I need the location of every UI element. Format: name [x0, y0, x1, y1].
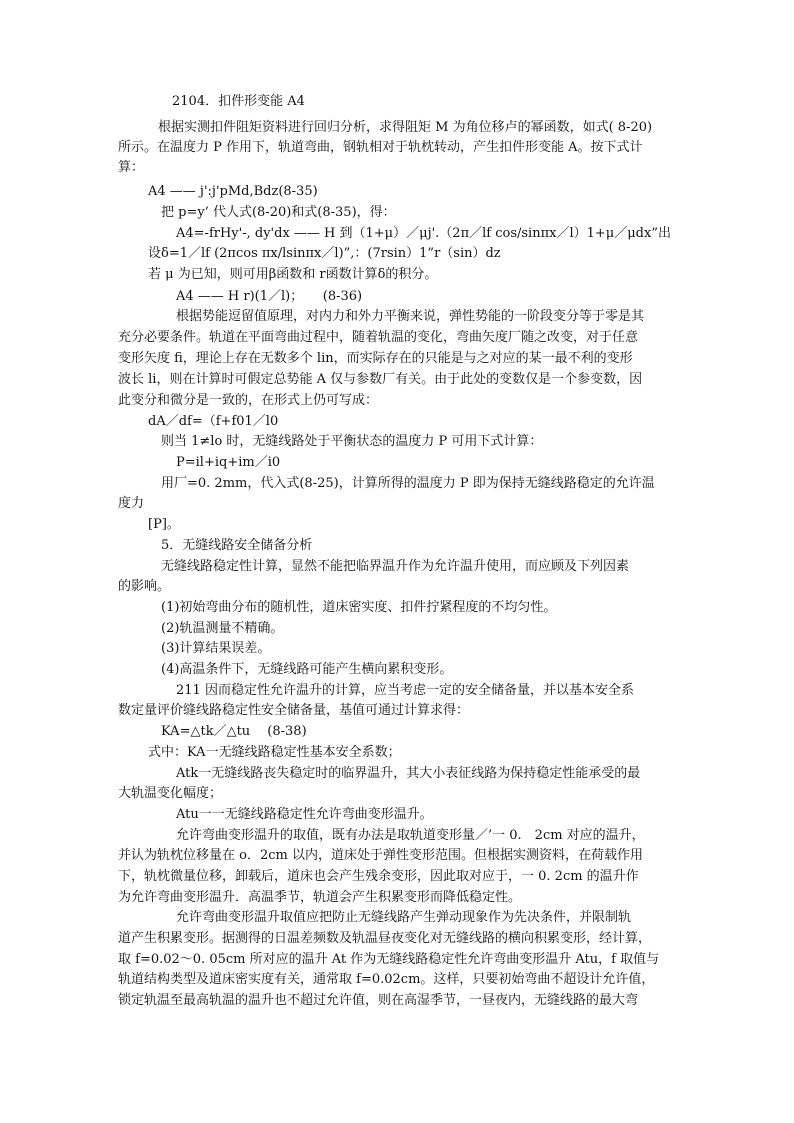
text-line: 的影响。	[118, 579, 171, 594]
formula-line: KA=△tk／△tu (8-38)	[161, 724, 307, 739]
text-line: 波长 li，则在计算时可假定总势能 A 仅与参数厂有关。由于此处的变数仅是一个参变数，因	[118, 372, 643, 387]
text-line: 把 p=y’ 代人式(8-20)和式(8-35)，得：	[161, 205, 396, 220]
text-line: 取 f=0.02～0. 05cm 所对应的温升 At 作为无缝线路稳定性允许弯曲变形温升 Atu，f 取值与	[118, 952, 660, 967]
formula-line: 设δ=1／lf (2πcos πx/lsinπx／l)”,：(7rsin）1”r（sin）dz	[148, 246, 501, 261]
text-line: 根据实测扣件阻矩资料进行回归分析，求得阻矩 M 为角位移卢的幂函数，如式( 8-20)	[158, 120, 653, 135]
text-line: 为允许弯曲变形温升．高温季节，轨道会产生积累变形而降低稳定性。	[118, 890, 522, 905]
text-line: 并认为轨枕位移量在 o．2cm 以内，道床处于弹性变形范围。但根据实测资料，在荷载作用	[118, 848, 643, 863]
text-line: 用厂=0. 2mm，代入式(8-25)，计算所得的温度力 P 即为保持无缝线路稳定的允许温	[161, 476, 655, 491]
text-line: 轨道结构类型及道床密实度有关，通常取 f=0.02cm。这样，只要初始弯曲不超设计允许值，	[118, 972, 655, 987]
text-line: 无缝线路稳定性计算，显然不能把临界温升作为允许温升使用，而应顾及下列因素	[161, 559, 630, 574]
text-line: 此变分和微分是一致的，在形式上仍可写成：	[118, 393, 379, 408]
text-line: 允许弯曲变形温升的取值，既有办法是取轨道变形量／’一 0. 2cm 对应的温升，	[176, 828, 645, 843]
text-line: Atu一一无缝线路稳定性允许弯曲变形温升。	[176, 807, 433, 822]
list-item: (3)计算结果误差。	[161, 641, 271, 656]
text-line: 所示。在温度力 P 作用下，轨道弯曲，钢轨相对于轨枕转动，产生扣件形变能 A。按下式计	[118, 140, 643, 155]
text-line: 根据势能逗留值原理，对内力和外力平衡来说，弹性势能的一阶段变分等于零是其	[176, 309, 645, 324]
text-line: 算：	[118, 160, 145, 175]
text-line: 允许弯曲变形温升取值应把防止无缝线路产生弹动现象作为先决条件，并限制轨	[176, 910, 632, 925]
text-line: 下，轨枕微量位移，卸载后，道床也会产生残余变形，因此取对应于，一 0. 2cm 的温升作	[118, 869, 639, 884]
text-line: 充分必要条件。轨道在平面弯曲过程中，随着轨温的变化，弯曲矢度厂随之改变，对于任意	[118, 330, 639, 345]
text-line: 式中：KA一无缝线路稳定性基本安全系数；	[148, 745, 401, 760]
section-heading-5: 5．无缝线路安全储备分析	[161, 538, 313, 553]
text-line: 道产生积累变形。据测得的日温差频数及轨温昼夜变化对无缝线路的横向积累变形，经计算，	[118, 931, 652, 946]
formula-line: dA／df=（f+f01／l0	[148, 414, 279, 429]
formula-line: P=il+iq+im／i0	[176, 455, 281, 470]
text-line: 数定量评价缝线路稳定性安全储备量，基值可通过计算求得：	[118, 703, 470, 718]
text-line: 大轨温变化幅度；	[118, 786, 223, 801]
text-line: 度力	[118, 496, 145, 511]
text-line: 则当 1≠lo 时，无缝线路处于平衡状态的温度力 P 可用下式计算：	[161, 434, 543, 449]
formula-line: A4=-frHy'-, dy'dx —— H 到（1+μ）／μj'.（2π／lf cos/sinπx／l）1+μ／μdx”出	[176, 226, 671, 241]
text-line: 211 因而稳定性允许温升的计算，应当考虑一定的安全储备量，并以基本安全系	[176, 683, 634, 698]
formula-line: A4 —— H r)(1／l)； (8-36)	[176, 289, 363, 304]
list-item: (4)高温条件下，无缝线路可能产生横向累积变形。	[161, 662, 453, 677]
text-line: Atk一无缝线路丧失稳定时的临界温升，其大小表征线路为保持稳定性能承受的最	[176, 766, 641, 781]
text-line: [P]。	[148, 517, 180, 532]
text-line: 锁定轨温至最高轨温的温升也不超过允许值，则在高湿季节，一昼夜内，无缝线路的最大弯	[118, 993, 639, 1008]
formula-line: A4 —— j':j'pMd,Bdz(8-35)	[148, 184, 318, 199]
list-item: (2)轨温测量不精确。	[161, 621, 284, 636]
list-item: (1)初始弯曲分布的随机性，道床密实度、扣件拧紧程度的不均匀性。	[161, 600, 557, 615]
text-line: 若 μ 为已知，则可用β函数和 r函数计算δ的积分。	[148, 267, 438, 282]
section-heading-2104: 2104．扣件形变能 A4	[172, 94, 305, 109]
text-line: 变形矢度 fi，理论上存在无数多个 lin，而实际存在的只能是与之对应的某一最不利的变形	[118, 351, 633, 366]
